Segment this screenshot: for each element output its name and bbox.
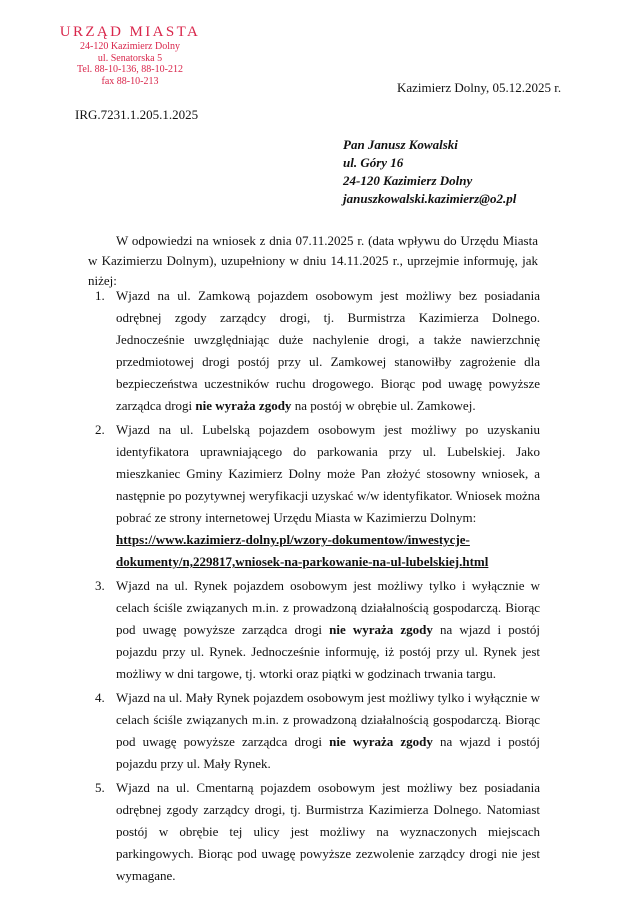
list-item bbox=[90, 777, 540, 887]
item-text bbox=[116, 285, 540, 417]
numbered-list bbox=[90, 285, 540, 889]
item-text bbox=[116, 419, 540, 529]
item-text-part: Wjazd na ul. Zamkową pojazdem osobowym jest możliwy bez posiadania odrębnej zgody zarządcy drogi, tj. Burmistrza Kazimierza Dolnego. Jednocześnie uwzględniając duże nachylenie drogi, a także nawierzchnię przedmiotowej drogi postój przy ul. Zamkowej stanowiłby zagrożenie dla bezpieczeństwa uczestników ruchu drogowego. Biorąc pod uwagę powyższe zarządca drogi bbox=[116, 288, 540, 413]
letter-date: Kazimierz Dolny, 05.12.2025 r. bbox=[397, 80, 562, 95]
list-item bbox=[90, 687, 540, 775]
item-text bbox=[116, 575, 540, 685]
item-text bbox=[116, 687, 540, 775]
item-number: 2. bbox=[95, 422, 105, 437]
reference-number: IRG.7231.1.205.1.2025 bbox=[75, 107, 199, 122]
list-item bbox=[90, 285, 540, 417]
item-text-part: na wjazd i postój pojazdu przy ul. Mały Rynek. bbox=[116, 734, 541, 771]
item-emphasis: nie wyraża zgody bbox=[329, 622, 433, 637]
item-text-part: Wjazd na ul. Mały Rynek pojazdem osobowym jest możliwy tylko i wyłącznie w celach ściśle związanych m.in. z prowadzoną działalnością gospodarczą. Biorąc pod uwagę powyższe zarządca drogi bbox=[116, 690, 540, 749]
item-number: 4. bbox=[95, 690, 105, 705]
intro-paragraph: W odpowiedzi na wniosek z dnia 07.11.2025 r. (data wpływu do Urzędu Miasta w Kazimierzu Dolnym), uzupełniony w dniu 14.11.2025 r., uprzejmie informuję, jak niżej: bbox=[88, 233, 538, 288]
item-number: 5. bbox=[95, 780, 105, 795]
list-item bbox=[90, 575, 540, 685]
link-line: dokumenty/n,229817,wniosek-na-parkowanie-na-ul-lubelskiej.html bbox=[116, 554, 489, 569]
recipient-email: januszkowalski.kazimierz@o2.pl bbox=[343, 191, 517, 206]
item-text: Wjazd na ul. Cmentarną pojazdem osobowym jest możliwy bez posiadania odrębnej zgody zarządcy drogi, tj. Burmistrza Kazimierza Dolnego. Natomiast postój w obrębie tej ulicy jest możliwy na wyznaczonych miejscach parkingowych. Biorąc pod uwagę powyższe zezwolenie zarządcy drogi nie jest wymagane. bbox=[116, 780, 540, 883]
item-text-part: na wjazd i postój pojazdu przy ul. Rynek. Jednocześnie informuję, iż postój przy ul. Rynek jest możliwy w dni targowe, tj. wtorki oraz piątki w godzinach trwania targu. bbox=[116, 622, 541, 681]
item-number: 3. bbox=[95, 578, 105, 593]
recipient-name: Pan Janusz Kowalski bbox=[343, 137, 458, 152]
recipient-city: 24-120 Kazimierz Dolny bbox=[343, 173, 473, 188]
item-text-part: na postój w obrębie ul. Zamkowej. bbox=[291, 398, 476, 413]
item-emphasis: nie wyraża zgody bbox=[195, 398, 292, 413]
item-number: 1. bbox=[95, 288, 105, 303]
stamp-address-line: Tel. 88-10-136, 88-10-212 bbox=[77, 64, 183, 76]
link-line: https://www.kazimierz-dolny.pl/wzory-dokumentow/inwestycje- bbox=[116, 532, 470, 547]
stamp-address-line: fax 88-10-213 bbox=[101, 75, 159, 87]
form-download-link[interactable] bbox=[116, 529, 540, 573]
recipient-block bbox=[343, 136, 516, 208]
stamp-address-line: ul. Senatorska 5 bbox=[97, 52, 163, 64]
office-stamp bbox=[56, 24, 204, 87]
item-text-part: Wjazd na ul. Lubelską pojazdem osobowym jest możliwy po uzyskaniu identyfikatora uprawniającego do parkowania przy ul. Lubelskiej. Jako mieszkaniec Gminy Kazimierz Dolny może Pan złożyć stosowny wniosek, a następnie po pozytywnej weryfikacji uzyskać w/w identyfikator. Wniosek można pobrać ze strony internetowej Urzędu Miasta w Kazimierzu Dolnym: bbox=[116, 422, 540, 525]
recipient-street: ul. Góry 16 bbox=[343, 155, 404, 170]
list-item bbox=[90, 419, 540, 573]
item-emphasis: nie wyraża zgody bbox=[329, 734, 433, 749]
stamp-address-line: 24-120 Kazimierz Dolny bbox=[80, 41, 180, 52]
stamp-title: URZĄD MIASTA bbox=[59, 24, 201, 40]
item-text-part: Wjazd na ul. Rynek pojazdem osobowym jest możliwy tylko i wyłącznie w celach ściśle związanych m.in. z prowadzoną działalnością gospodarczą. Biorąc pod uwagę powyższe zarządca drogi bbox=[116, 578, 540, 637]
